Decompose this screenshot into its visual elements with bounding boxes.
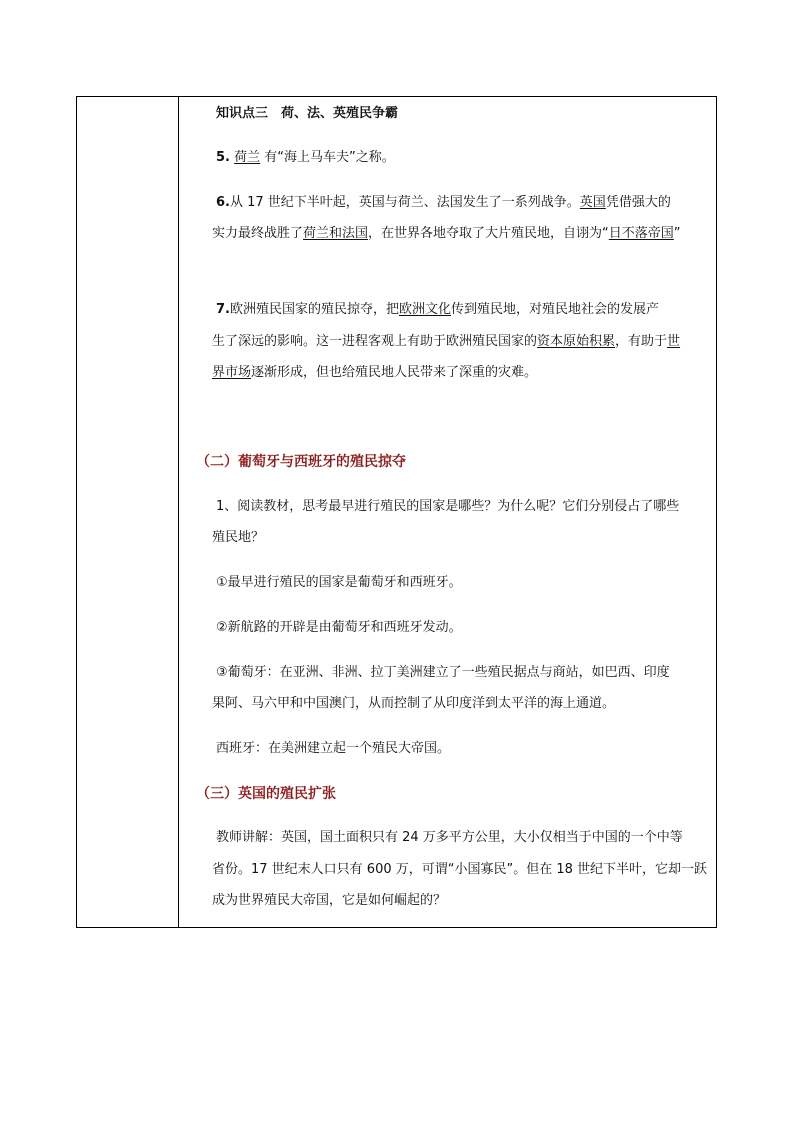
- blank-world-a: 世: [667, 334, 681, 349]
- item-6-text-c: 实力最终战胜了: [212, 226, 304, 241]
- blank-world-b: 界市场: [212, 365, 252, 380]
- item-6-text-a: 从 17 世纪下半叶起，英国与荷兰、法国发生了一系列战争。: [229, 195, 580, 210]
- kp3-title: 知识点三 荷、法、英殖民争霸: [216, 106, 399, 121]
- answer-4: 西班牙：在美洲建立起一个殖民大帝国。: [216, 741, 451, 756]
- answer-3-line-1: ③葡萄牙：在亚洲、非洲、拉丁美洲建立了一些殖民据点与商站，如巴西、印度: [216, 665, 670, 680]
- content-cell: [180, 97, 716, 927]
- item-7-text-e: 逐渐形成，但也给殖民地人民带来了深重的灾难。: [251, 365, 538, 380]
- item-6-line-2: [212, 226, 681, 242]
- q1-line-1: 1、阅读教材，思考最早进行殖民的国家是哪些？为什么呢？它们分别侵占了哪些: [216, 499, 680, 514]
- item-5: [216, 150, 395, 166]
- blank-dutch: 荷兰: [234, 150, 261, 165]
- item-7-num: 7.: [216, 302, 230, 317]
- answer-3-line-2: 果阿、马六甲和中国澳门，从而控制了从印度洋到太平洋的海上通道。: [212, 696, 616, 711]
- item-7-text-d: ，有助于: [615, 334, 668, 349]
- part-2-heading: （二）葡萄牙与西班牙的殖民掠夺: [196, 454, 406, 470]
- blank-capital: 资本原始积累: [537, 334, 616, 349]
- part-3-heading: （三）英国的殖民扩张: [196, 786, 336, 802]
- answer-1: ①最早进行殖民的国家是葡萄牙和西班牙。: [216, 575, 462, 590]
- item-7-line-1: [216, 302, 659, 318]
- item-5-rest: 有“海上马车夫”之称。: [264, 150, 395, 165]
- item-7-text-a: 欧洲殖民国家的殖民掠夺，把: [229, 302, 399, 317]
- answer-2: ②新航路的开辟是由葡萄牙和西班牙发动。: [216, 620, 462, 635]
- blank-dutch-french: 荷兰和法国: [303, 226, 369, 241]
- blank-european-culture: 欧洲文化: [399, 302, 452, 317]
- q1-line-2: 殖民地？: [212, 530, 265, 545]
- item-7-text-c: 生了深远的影响。这一进程客观上有助于欧洲殖民国家的: [212, 334, 538, 349]
- left-column: [77, 97, 179, 927]
- item-6-num: 6.: [216, 195, 230, 210]
- item-6-line-1: [216, 195, 671, 211]
- item-6-text-d: ，在世界各地夺取了大片殖民地，自诩为“: [368, 226, 609, 241]
- item-6-text-b: 凭借强大的: [605, 195, 671, 210]
- blank-empire: 日不落帝国: [608, 226, 674, 241]
- content-table: [76, 96, 717, 928]
- item-6-text-e: ”: [673, 226, 681, 241]
- item-5-num: 5.: [216, 150, 230, 165]
- part-3-line-3: 成为世界殖民大帝国，它是如何崛起的？: [212, 893, 447, 908]
- item-7-line-3: [212, 365, 537, 381]
- part-3-line-1: 教师讲解：英国，国土面积只有 24 万多平方公里，大小仅相当于中国的一个中等: [216, 830, 683, 845]
- item-7-line-2: [212, 334, 680, 350]
- blank-britain: 英国: [579, 195, 606, 210]
- part-3-line-2: 省份。17 世纪末人口只有 600 万，可谓“小国寡民”。但在 18 世纪下半叶，它却一跃: [212, 862, 708, 877]
- item-7-text-b: 传到殖民地，对殖民地社会的发展产: [451, 302, 660, 317]
